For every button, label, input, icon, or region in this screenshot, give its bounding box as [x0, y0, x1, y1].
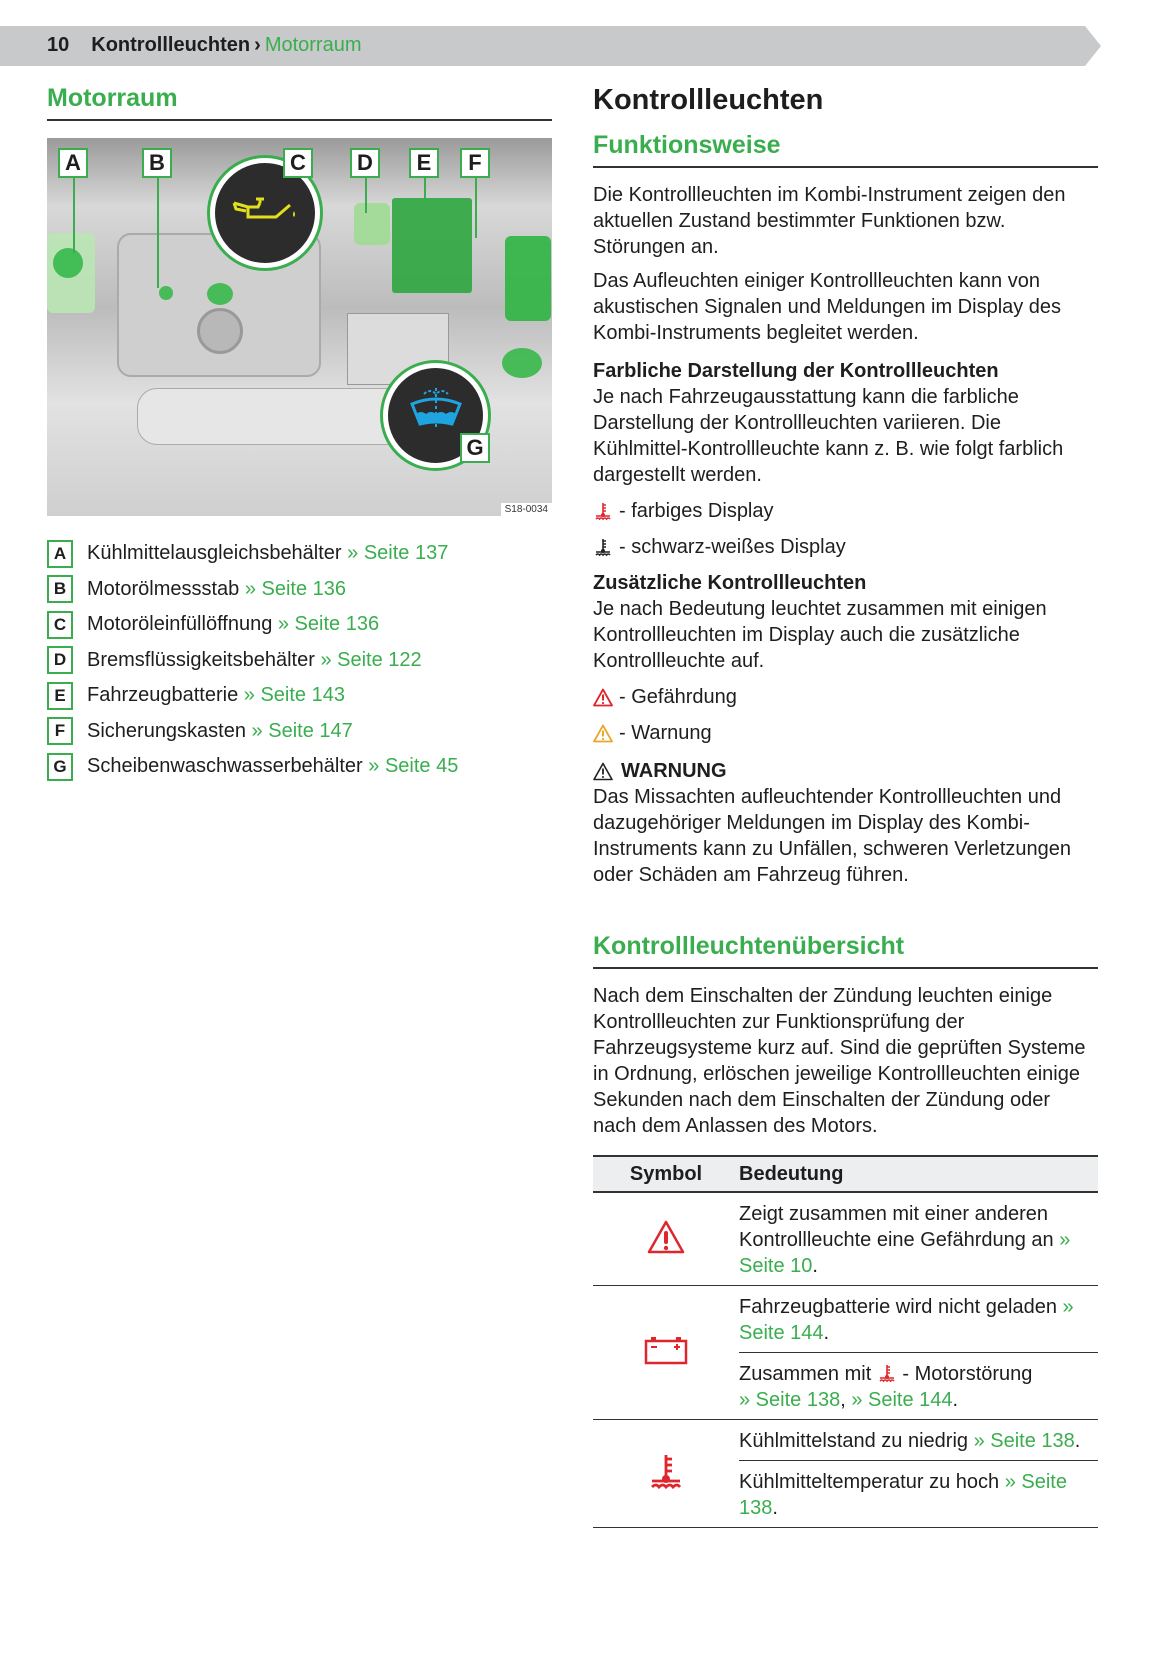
washer-reservoir-cap	[502, 348, 542, 378]
meaning-cell: Zusammen mit - Motorstörung » Seite 138, » Seite 144.	[739, 1353, 1098, 1420]
period: .	[1074, 1430, 1081, 1452]
page-ref-link[interactable]: » Seite 147	[251, 719, 353, 742]
page-ref-link[interactable]: » Seite 138	[739, 1471, 1067, 1519]
callout-c: C	[283, 148, 313, 178]
callout-d: D	[350, 148, 380, 178]
figure-code: S18-0034	[501, 503, 552, 516]
danger-triangle-icon	[646, 1219, 686, 1255]
period: .	[823, 1322, 830, 1344]
running-header	[47, 34, 362, 57]
page-ref-link[interactable]: » Seite 138	[739, 1389, 841, 1411]
meaning-text: Kühlmittelstand zu niedrig	[739, 1430, 974, 1452]
page-ref-link[interactable]: » Seite 144	[739, 1296, 1074, 1344]
legend-item	[47, 536, 557, 572]
warning-label: - Warnung	[619, 722, 712, 744]
legend-key: B	[47, 575, 73, 603]
page-ref-link[interactable]: » Seite 45	[368, 755, 459, 778]
brand-logo	[197, 308, 243, 354]
warning-box-title	[593, 758, 1098, 784]
color-display-label: - farbiges Display	[619, 500, 774, 522]
right-column	[593, 84, 1098, 1528]
legend-item	[47, 749, 557, 785]
subheading-color: Farbliche Darstellung der Kontrollleuchten	[593, 360, 999, 382]
danger-label: - Gefährdung	[619, 686, 737, 708]
section-heading-overview: Kontrollleuchtenübersicht	[593, 932, 1098, 969]
fuse-box	[505, 236, 551, 321]
meaning-text: Zusammen mit	[739, 1363, 877, 1385]
meaning-text: Zeigt zusammen mit einer anderen Kontrollleuchte eine Gefährdung an	[739, 1203, 1060, 1251]
oil-filler-cap	[207, 283, 233, 305]
legend-key: C	[47, 611, 73, 639]
washer-fluid-icon	[406, 386, 466, 436]
meaning-cell	[739, 1420, 1098, 1461]
subheading-extra: Zusätzliche Kontrollleuchten	[593, 572, 867, 594]
figure-legend	[47, 536, 557, 785]
battery	[392, 198, 472, 293]
meaning-text: Kühlmitteltemperatur zu hoch	[739, 1471, 1005, 1493]
leader-line-a	[73, 178, 75, 253]
page-title: Kontrollleuchten	[593, 84, 824, 116]
legend-item	[47, 714, 557, 750]
meaning-cell	[739, 1192, 1098, 1286]
period: .	[952, 1389, 959, 1411]
leader-line-b	[157, 178, 159, 288]
callout-g: G	[460, 433, 490, 463]
page-ref-link[interactable]: » Seite 136	[277, 613, 380, 636]
page-ref-link[interactable]: » Seite 143	[243, 684, 345, 707]
leader-line-e	[424, 178, 426, 228]
legend-label: Fahrzeugbatterie	[87, 684, 239, 707]
callout-f: F	[460, 148, 490, 178]
coolant-temp-icon	[877, 1363, 897, 1383]
warning-line	[593, 720, 1098, 746]
breadcrumb-chapter[interactable]: Kontrollleuchten	[91, 34, 251, 56]
period: .	[772, 1497, 778, 1519]
leader-line-f	[475, 178, 477, 238]
legend-key: E	[47, 682, 73, 710]
legend-key: A	[47, 540, 73, 568]
bw-display-line	[593, 534, 1098, 560]
bw-display-label: - schwarz-weißes Display	[619, 536, 846, 558]
table-row	[593, 1286, 1098, 1353]
legend-label: Sicherungskasten	[87, 719, 246, 742]
period: .	[812, 1255, 818, 1277]
symbol-cell	[593, 1192, 739, 1286]
danger-line	[593, 684, 1098, 710]
legend-key: G	[47, 753, 73, 781]
warning-triangle-icon	[593, 762, 613, 781]
coolant-temp-icon	[593, 537, 613, 557]
page-ref-link[interactable]: » Seite 137	[347, 542, 449, 565]
table-row	[593, 1420, 1098, 1461]
breadcrumb-current: Motorraum	[264, 34, 362, 56]
callout-a: A	[58, 148, 88, 178]
dipstick	[159, 286, 173, 300]
legend-key: D	[47, 646, 73, 674]
warning-title: WARNUNG	[621, 760, 727, 782]
legend-item	[47, 572, 557, 608]
callout-b: B	[142, 148, 172, 178]
legend-label: Motoröleinfüllöffnung	[87, 613, 273, 636]
symbol-cell	[593, 1420, 739, 1528]
legend-item	[47, 678, 557, 714]
meaning-cell	[739, 1461, 1098, 1528]
legend-item	[47, 607, 557, 643]
meaning-text: - Motorstörung	[896, 1363, 1033, 1385]
column-header-symbol: Symbol	[593, 1156, 739, 1192]
legend-key: F	[47, 717, 73, 745]
breadcrumb-separator: ›	[254, 34, 261, 56]
warning-lights-table	[593, 1155, 1098, 1528]
table-row	[593, 1192, 1098, 1286]
battery-icon	[643, 1334, 689, 1366]
section-heading-funktionsweise: Funktionsweise	[593, 131, 1098, 168]
engine-bay-figure	[47, 138, 552, 516]
page-ref-link[interactable]: » Seite 136	[244, 577, 347, 600]
coolant-temp-icon	[593, 501, 613, 521]
paragraph: Je nach Bedeutung leuchtet zusammen mit einigen Kontrollleuchten im Display auch die zusätzliche Kontrollleuchte auf.	[593, 598, 1047, 672]
warning-text: Das Missachten aufleuchtender Kontrollleuchten und dazugehöriger Meldungen im Display des Kombi-Instruments kann zu Unfällen, schweren Verletzungen oder Schäden am Fahrzeug führen.	[593, 786, 1072, 886]
running-header-arrow	[1085, 26, 1101, 66]
coolant-cap	[53, 248, 83, 278]
paragraph: Das Aufleuchten einiger Kontrollleuchten kann von akustischen Signalen und Meldungen im Display des Kombi-Instruments begleitet werden.	[593, 270, 1062, 344]
leader-line-d	[365, 178, 367, 213]
symbol-cell	[593, 1286, 739, 1420]
paragraph: Die Kontrollleuchten im Kombi-Instrument zeigen den aktuellen Zustand bestimmter Funktionen bzw. Störungen an.	[593, 184, 1066, 258]
page-number: 10	[47, 34, 70, 56]
page-ref-link[interactable]: » Seite 144	[851, 1389, 953, 1411]
legend-item	[47, 643, 557, 679]
legend-label: Motorölmessstab	[87, 577, 240, 600]
coolant-temp-icon	[646, 1451, 686, 1491]
page-ref-link[interactable]: » Seite 122	[320, 648, 422, 671]
callout-e: E	[409, 148, 439, 178]
legend-label: Scheibenwaschwasserbehälter	[87, 755, 363, 778]
legend-label: Kühlmittelausgleichsbehälter	[87, 542, 342, 565]
paragraph: Je nach Fahrzeugausstattung kann die farbliche Darstellung der Kontrollleuchten variieren. Die Kühlmittel-Kontrollleuchte kann z. B. wie folgt farblich dargestellt werden.	[593, 386, 1064, 486]
meaning-cell	[739, 1286, 1098, 1353]
page-ref-link[interactable]: » Seite 10	[739, 1229, 1071, 1277]
page-ref-link[interactable]: » Seite 138	[973, 1430, 1075, 1452]
oil-can-icon	[230, 193, 300, 233]
brake-fluid-reservoir	[354, 203, 390, 245]
danger-triangle-icon	[593, 688, 613, 707]
paragraph: Nach dem Einschalten der Zündung leuchten einige Kontrollleuchten zur Funktionsprüfung der Fahrzeugsysteme kurz auf. Sind die geprüften Systeme in Ordnung, erlöschen jeweilige Kontrollleuchten einige Sekunden nach dem Einschalten der Zündung oder nach dem Anlassen des Motors.	[593, 985, 1086, 1137]
meaning-text: Fahrzeugbatterie wird nicht geladen	[739, 1296, 1063, 1318]
section-title-motorraum: Motorraum	[47, 84, 552, 121]
warning-triangle-icon	[593, 724, 613, 743]
legend-label: Bremsflüssigkeitsbehälter	[87, 648, 315, 671]
color-display-line	[593, 498, 1098, 524]
column-header-meaning: Bedeutung	[739, 1156, 1098, 1192]
